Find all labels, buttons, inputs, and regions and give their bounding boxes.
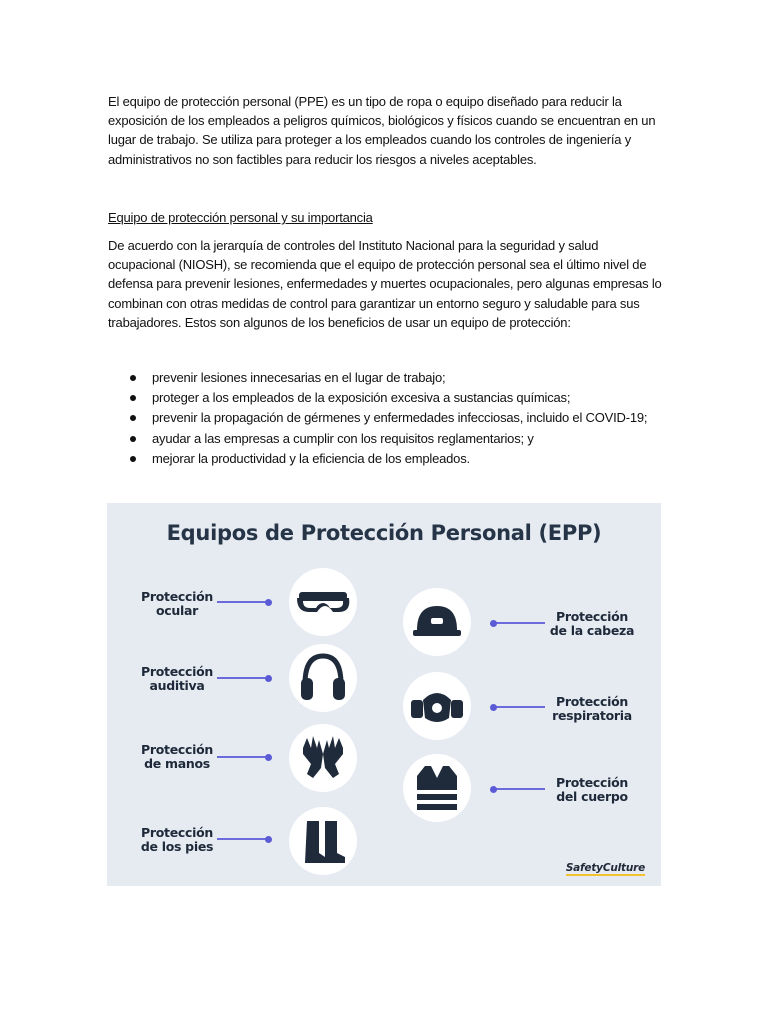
connector-line	[217, 756, 269, 758]
connector-line	[493, 622, 545, 624]
circle-head	[403, 588, 471, 656]
connector-line	[493, 706, 545, 708]
list-item-text: prevenir la propagación de gérmenes y enfermedades infecciosas, incluido el COVID-19;	[152, 410, 648, 426]
circle-feet	[289, 807, 357, 875]
boots-icon	[289, 807, 357, 875]
connector-line	[493, 788, 545, 790]
list-item	[108, 408, 668, 428]
label-line: ocular	[156, 603, 198, 618]
label-line: respiratoria	[552, 708, 632, 723]
label-line: Protección	[556, 775, 628, 790]
safetyculture-logo: SafetyCulture	[565, 862, 645, 874]
label-eye-protection	[137, 590, 217, 618]
respirator-icon	[403, 672, 471, 740]
connector-line	[217, 601, 269, 603]
list-item-text: mejorar la productividad y la eficiencia de los empleados.	[152, 450, 470, 466]
list-item-text: prevenir lesiones innecesarias en el lugar de trabajo;	[152, 370, 446, 385]
label-hearing-protection	[137, 665, 217, 693]
label-respiratory-protection	[547, 695, 637, 723]
label-line: Protección	[141, 825, 213, 840]
circle-body	[403, 754, 471, 822]
label-line: auditiva	[149, 678, 205, 693]
circle-eye	[289, 568, 357, 636]
circle-ear	[289, 644, 357, 712]
list-item	[108, 368, 668, 388]
list-item	[108, 429, 668, 449]
bullet-icon	[130, 395, 136, 401]
circle-hands	[289, 724, 357, 792]
label-line: del cuerpo	[556, 789, 628, 804]
intro-paragraph: El equipo de protección personal (PPE) es un tipo de ropa o equipo diseñado para reducir la exposición de los empleados a peligros químicos, biológicos y físicos cuando se encuentran en un lugar de trabajo. Se utiliza para proteger a los empleados cuando los controles de ingeniería y administrativos no son factibles para reducir los riesgos a niveles aceptables.	[108, 94, 656, 167]
label-line: Protección	[141, 589, 213, 604]
earmuffs-icon	[289, 644, 357, 712]
list-item-text: ayudar a las empresas a cumplir con los requisitos reglamentarios; y	[152, 430, 534, 446]
label-line: Protección	[141, 664, 213, 679]
connector-line	[217, 677, 269, 679]
bullet-icon	[130, 415, 136, 421]
section-heading: Equipo de protección personal y su importancia	[108, 210, 373, 225]
list-item	[108, 388, 668, 408]
bullet-icon	[130, 436, 136, 442]
bullet-icon	[130, 375, 136, 381]
label-line: de manos	[144, 756, 210, 771]
safety-vest-icon	[403, 754, 471, 822]
label-foot-protection	[137, 826, 217, 854]
label-line: de los pies	[140, 839, 214, 854]
benefits-list	[108, 368, 668, 469]
connector-line	[217, 838, 269, 840]
list-item-text: proteger a los empleados de la exposición excesiva a sustancias químicas;	[152, 390, 571, 406]
gloves-icon	[289, 724, 357, 792]
bullet-icon	[130, 456, 136, 462]
label-line: de la cabeza	[549, 623, 635, 638]
label-hand-protection	[137, 743, 217, 771]
niosh-paragraph: De acuerdo con la jerarquía de controles del Instituto Nacional para la seguridad y salud ocupacional (NIOSH), se recomienda que el equipo de protección personal sea el último nivel de defensa para prevenir lesiones, enfermedades y muertes ocupacionales, pero algunas empresas lo combinan con otras medidas de control para garantizar un entorno seguro y saludable para sus trabajadores. Estos son algunos de los beneficios de usar un equipo de protección:	[108, 238, 662, 330]
label-line: Protección	[141, 742, 213, 757]
label-body-protection	[547, 776, 637, 804]
hard-hat-icon	[403, 588, 471, 656]
label-head-protection	[547, 610, 637, 638]
circle-respiratory	[403, 672, 471, 740]
label-line: Protección	[556, 694, 628, 709]
ppe-infographic	[107, 503, 661, 886]
goggles-icon	[289, 568, 357, 636]
list-item	[108, 449, 668, 469]
label-line: Protección	[556, 609, 628, 624]
infographic-title: Equipos de Protección Personal (EPP)	[166, 521, 602, 545]
